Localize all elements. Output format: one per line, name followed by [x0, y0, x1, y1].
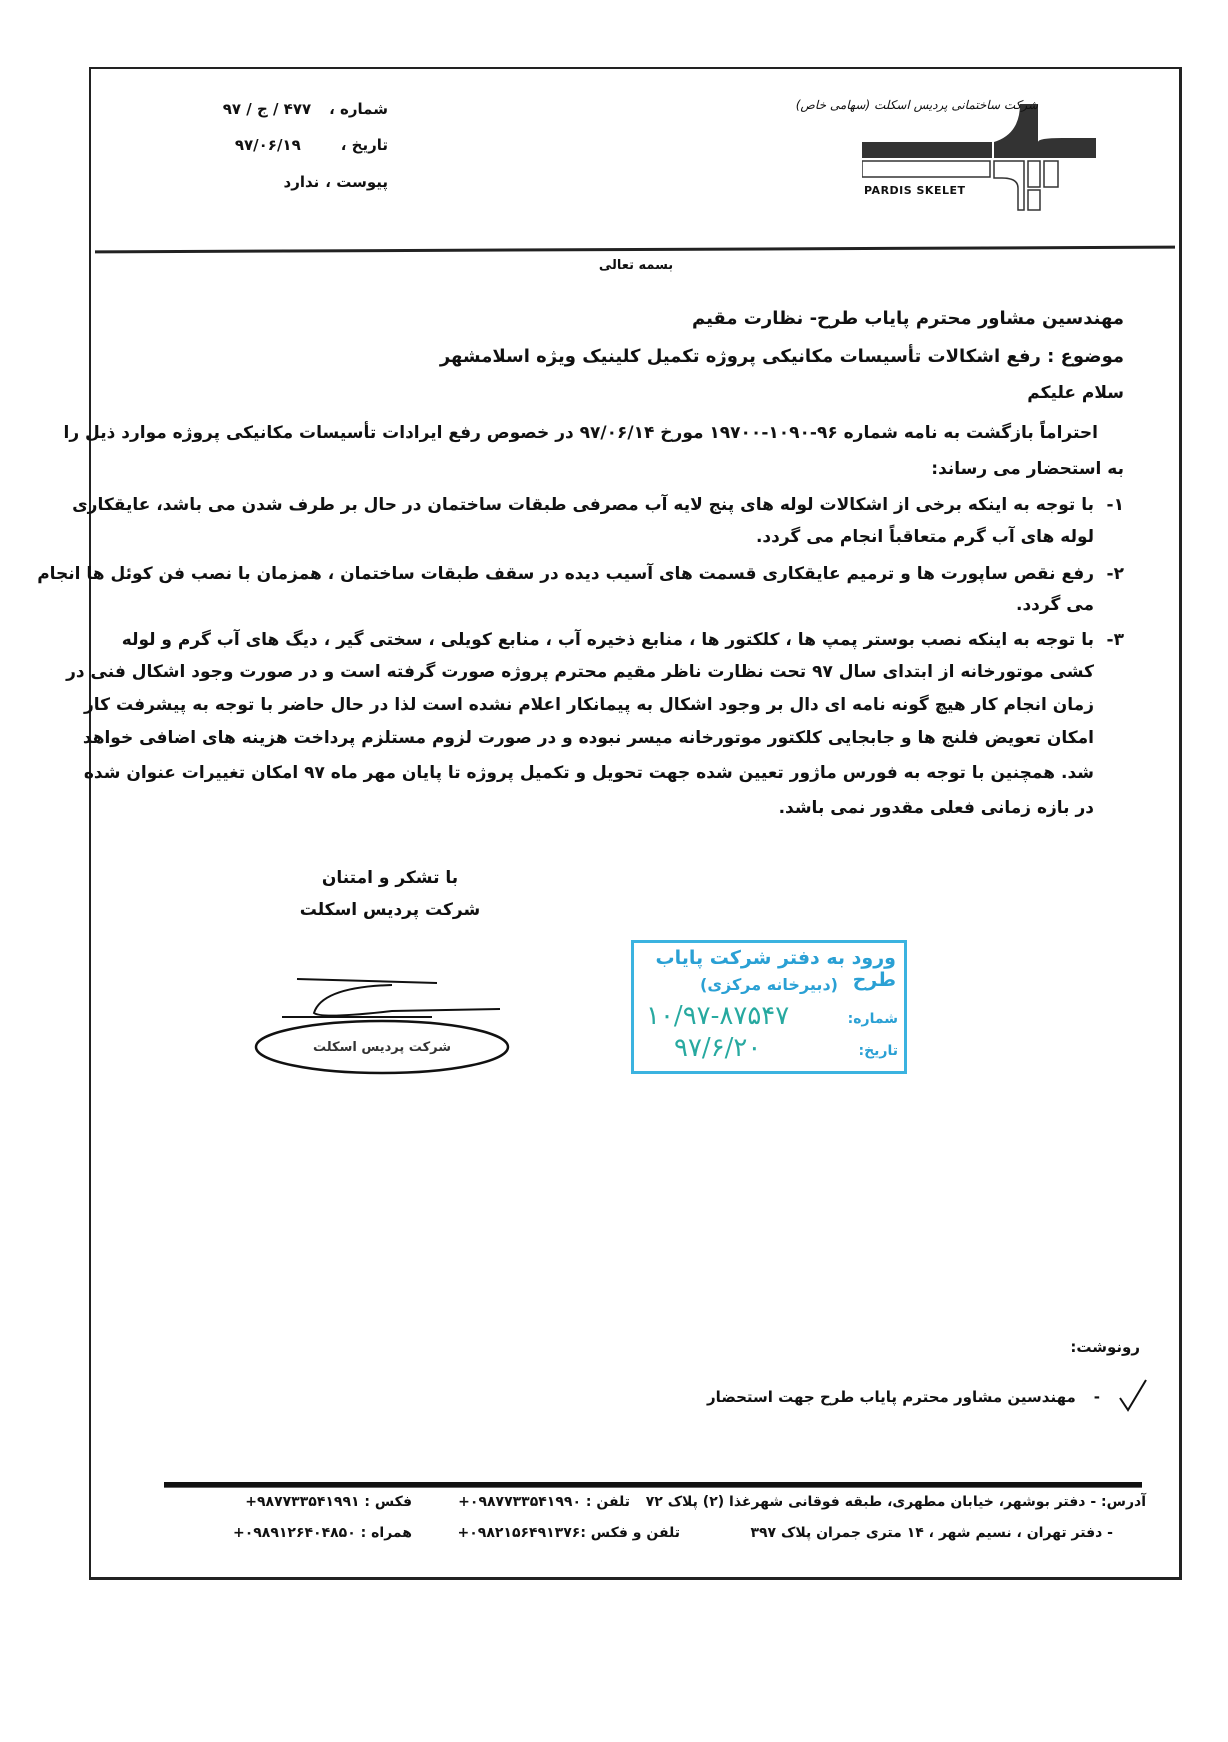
item-line: رفع نقص ساپورت ها و ترمیم عایقکاری قسمت های آسیب دیده در سقف طبقات ساختمان ، همزمان با نصب فن کوئل ها انجام: [37, 564, 1094, 584]
date-value: ۹۷/۰۶/۱۹: [234, 136, 301, 154]
checkmark-icon: [1118, 1378, 1148, 1416]
cc-text: مهندسین مشاور محترم پایاب طرح جهت استحضار: [707, 1388, 1076, 1406]
stamp-title: ورود به دفتر شرکت پایاب طرح: [655, 947, 896, 991]
attachment-label: پیوست ،: [325, 173, 388, 191]
company-logo: [795, 98, 1108, 214]
item-line: زمان انجام کار هیچ گونه نامه ای دال بر وجود اشکال به پیمانکار اعلام نشده است لذا در حال حاضر با توجه به پیشرفت کار: [84, 695, 1094, 715]
signature-icon: [252, 975, 514, 1080]
cc-bullet: -: [1093, 1388, 1100, 1406]
cc-item: [707, 1388, 1100, 1406]
item-line: می گردد.: [1015, 595, 1094, 615]
cc-label: رونوشت:: [1070, 1338, 1140, 1356]
item-line: لوله های آب گرم متعاقباً انجام می گردد.: [755, 527, 1094, 547]
svg-text:شرکت پردیس اسکلت: شرکت پردیس اسکلت: [312, 1040, 452, 1055]
footer-phone-tehran: تلفن و فکس :۰۹۸۲۱۵۶۴۹۱۳۷۶+: [457, 1525, 680, 1541]
number-label: شماره ،: [329, 100, 388, 118]
item-number: ۲-: [1106, 564, 1124, 584]
item-line: با توجه به اینکه برخی از اشکالات لوله های پنج لایه آب مصرفی طبقات ساختمان در حال بر طرف شدن می باشد، عایقکاری: [72, 495, 1094, 515]
stamp-subtitle: (دبیرخانه مرکزی): [700, 975, 838, 994]
closing-thanks: با تشکر و امتنان: [321, 868, 459, 888]
item-line: کشی موتورخانه از ابتدای سال ۹۷ تحت نظارت ناظر مقیم محترم پروژه صورت گرفته است و در صورت وجود اشکال فنی در: [66, 662, 1094, 682]
logo-company-en: PARDIS SKELET: [864, 184, 966, 197]
footer-divider: [164, 1482, 1142, 1488]
footer-fax-bushehr: فکس : ۹۸۷۷۳۳۵۴۱۹۹۱+: [245, 1494, 412, 1510]
number-value: ۴۷۷ / ج / ۹۷: [222, 100, 312, 118]
recipient: مهندسین مشاور محترم پایاب طرح- نظارت مقیم: [691, 308, 1124, 329]
letter-attachment: [284, 173, 389, 191]
stamp-date-value: ۹۷/۶/۲۰: [674, 1033, 762, 1063]
footer-phone-bushehr: تلفن : ۰۹۸۷۷۳۳۵۴۱۹۹۰+: [458, 1494, 630, 1510]
date-label: تاریخ ،: [340, 136, 388, 154]
item-number: ۱-: [1106, 495, 1124, 515]
greeting: سلام علیکم: [1027, 383, 1124, 403]
item-number: ۳-: [1106, 630, 1124, 650]
letter-date: [235, 136, 388, 154]
logo-company-fa: شرکت ساختمانی پردیس اسکلت (سهامی خاص): [795, 98, 1038, 112]
letter-number: [223, 100, 388, 118]
stamp-number-value: ۱۰/۹۷-۸۷۵۴۷: [646, 1001, 790, 1031]
item-line: امکان تعویض فلنج ها و جابجایی کلکتور موتورخانه میسر نبوده و در صورت لزوم مستلزم پرداخت هزینه های اضافی خواهد: [82, 728, 1094, 748]
footer-address-bushehr: آدرس: - دفتر بوشهر، خیابان مطهری، طبقه فوقانی شهرغذا (۲) پلاک ۷۲: [645, 1494, 1146, 1510]
page-border: [37, 67, 1182, 1580]
stamp-date-label: تاریخ:: [858, 1043, 898, 1059]
stamp-number-label: شماره:: [847, 1011, 898, 1027]
item-line: با توجه به اینکه نصب بوستر پمپ ها ، کلکتور ها ، منابع ذخیره آب ، منابع کویلی ، سختی گیر ، دیگ های آب گرم و لوله: [121, 630, 1094, 650]
footer-address-tehran: - دفتر تهران ، نسیم شهر ، ۱۴ متری جمران پلاک ۳۹۷: [750, 1525, 1113, 1541]
subject: موضوع : رفع اشکالات تأسیسات مکانیکی پروژه تکمیل کلینیک ویژه اسلامشهر: [439, 346, 1124, 367]
received-stamp: [631, 940, 907, 1074]
signature-stamp: [252, 975, 514, 1080]
footer-mobile: همراه : ۰۹۸۹۱۲۶۴۰۴۸۵۰+: [232, 1525, 412, 1541]
intro-line: احتراماً بازگشت به نامه شماره ۹۶-۱۰۹۰-۱۹۷۰۰ مورخ ۹۷/۰۶/۱۴ در خصوص رفع ایرادات تأسیسات مکانیکی پروژه موارد ذیل را: [63, 423, 1098, 443]
attachment-value: ندارد: [283, 173, 320, 191]
intro-line: به استحضار می رساند:: [931, 459, 1124, 479]
closing-company: شرکت پردیس اسکلت: [299, 900, 481, 920]
bismillah: بسمه تعالی: [598, 258, 674, 273]
item-line: شد. همچنین با توجه به فورس ماژور تعیین شده جهت تحویل و تکمیل پروژه تا پایان مهر ماه ۹۷ امکان تغییرات عنوان شده: [83, 763, 1094, 783]
logo-mark-icon: [862, 104, 1108, 214]
item-line: در بازه زمانی فعلی مقدور نمی باشد.: [778, 798, 1094, 818]
